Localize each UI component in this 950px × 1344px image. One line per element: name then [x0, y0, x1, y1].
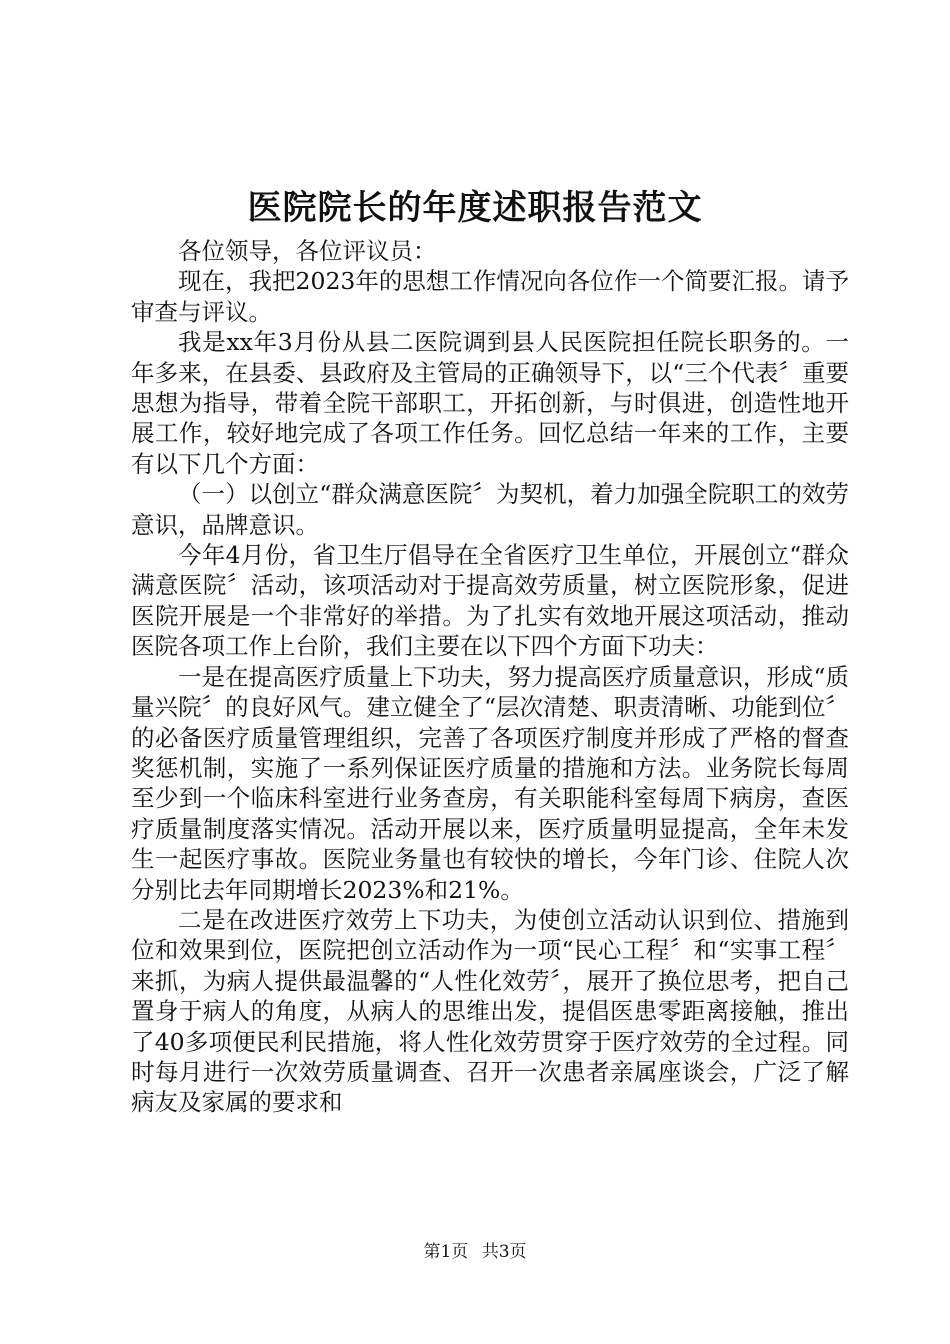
page-total: 共3页 [481, 1242, 527, 1262]
paragraph: 二是在改进医疗效劳上下功夫，为使创立活动认识到位、措施到位和效果到位，医院把创立活动作为一项“民心工程〞和“实事工程〞来抓，为病人提供最温馨的“人性化效劳〞，展开了换位思考，把自己置身于病人的角度，从病人的思维出发，提倡医患零距离接触，推出了40多项便民利民措施，将人性化效劳贯穿于医疗效劳的全过程。同时每月进行一次效劳质量调查、召开一次患者亲属座谈会，广泛了解病友及家属的要求和 [131, 905, 849, 1117]
paragraph: 现在，我把2023年的思想工作情况向各位作一个简要汇报。请予审查与评议。 [131, 267, 849, 326]
paragraph: 今年4月份，省卫生厅倡导在全省医疗卫生单位，开展创立“群众满意医院〞活动，该项活动对于提高效劳质量，树立医院形象，促进医院开展是一个非常好的举措。为了扎实有效地开展这项活动，推动医院各项工作上台阶，我们主要在以下四个方面下功夫： [131, 541, 849, 661]
page-number: 第1页 [423, 1242, 469, 1262]
paragraph: 我是xx年3月份从县二医院调到县人民医院担任院长职务的。一年多来，在县委、县政府及主管局的正确领导下，以“三个代表〞重要思想为指导，带着全院干部职工，开拓创新，与时俱进，创造性地开展工作，较好地完成了各项工作任务。回忆总结一年来的工作，主要有以下几个方面： [131, 328, 849, 478]
document-title: 医院院长的年度述职报告范文 [247, 188, 703, 228]
section-heading: （一）以创立“群众满意医院〞为契机，着力加强全院职工的效劳意识，品牌意识。 [131, 480, 849, 539]
paragraph: 一是在提高医疗质量上下功夫，努力提高医疗质量意识，形成“质量兴院〞的良好风气。建立健全了“层次清楚、职责清晰、功能到位〞的必备医疗质量管理组织，完善了各项医疗制度并形成了严格的督查奖惩机制，实施了一系列保证医疗质量的措施和方法。业务院长每周至少到一个临床科室进行业务查房，有关职能科室每周下病房，查医疗质量制度落实情况。活动开展以来，医疗质量明显提高，全年未发生一起医疗事故。医院业务量也有较快的增长，今年门诊、住院人次分别比去年同期增长2023%和21%。 [131, 662, 849, 904]
document-body [131, 236, 849, 1118]
page-footer [0, 1241, 950, 1263]
salutation: 各位领导，各位评议员： [178, 237, 437, 265]
